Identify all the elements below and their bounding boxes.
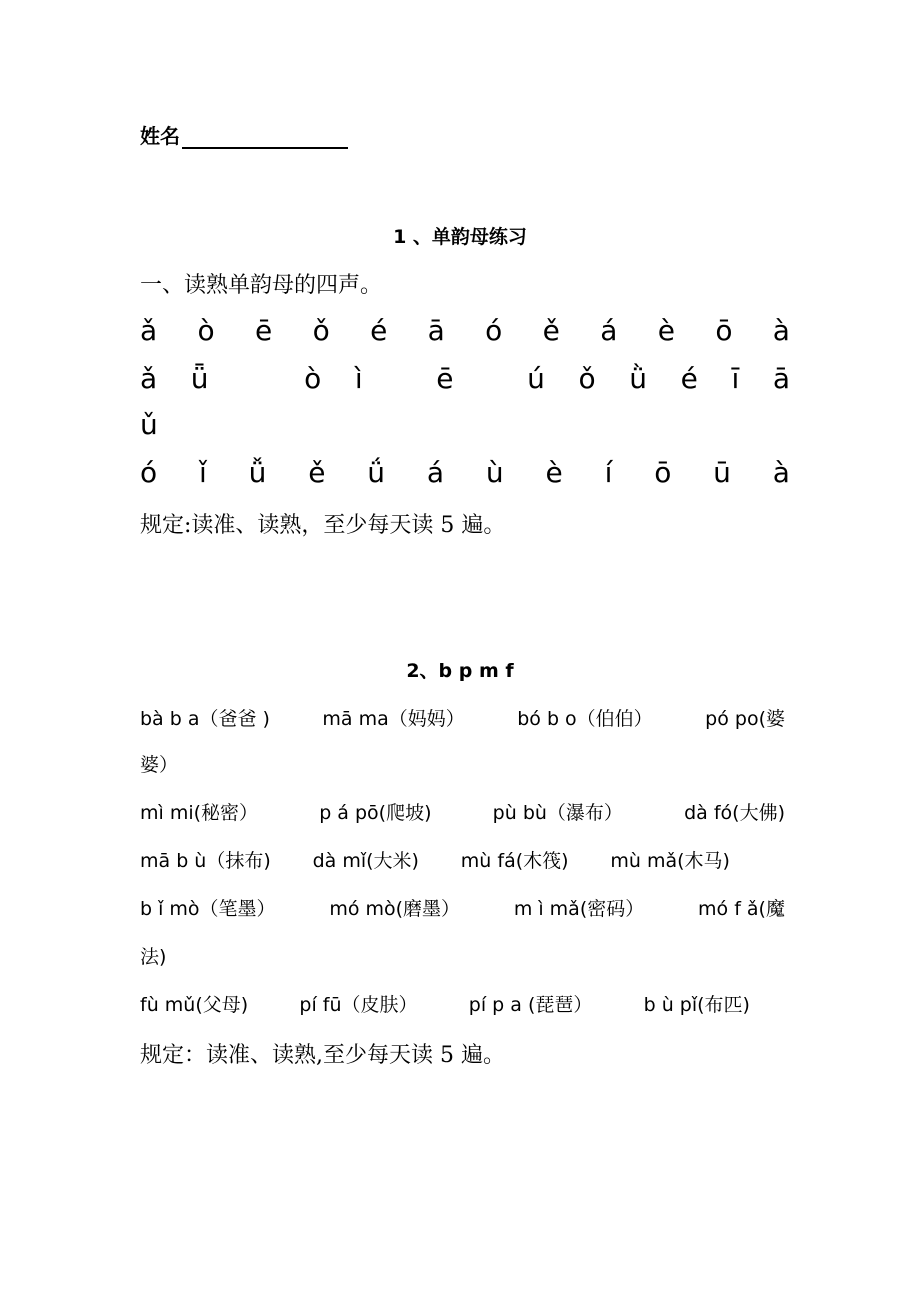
tone-mark: ē [436,362,454,395]
section2-title: 2、b p m f [406,660,514,682]
pinyin-word: mù fá(木筏) [460,850,569,872]
pinyin-line-1 [140,704,785,731]
tone-mark: ǖ [190,362,209,395]
pinyin-word: pí p a (琵琶） [468,994,593,1016]
tone-mark: ò [304,362,322,395]
tone-mark: ò [197,314,215,347]
pinyin-line-5 [140,990,750,1017]
tone-mark: à [772,314,790,347]
tone-mark: ā [772,362,790,395]
pinyin-word: mì mi(秘密） [140,802,259,824]
tone-mark: ě [542,314,560,347]
tone-mark: ó [140,456,158,489]
tone-row-3 [140,456,790,489]
tone-mark: ǘ [367,456,386,489]
pinyin-word: bó b o（伯伯） [517,708,653,730]
pinyin-word: mó mò(磨墨） [329,898,461,920]
tone-mark: ì [354,362,363,395]
tone-mark: ǜ [629,362,647,395]
tone-mark: ī [731,362,740,395]
section2-note: 规定：读准、读熟,至少每天读 5 遍。 [140,1043,505,1068]
tone-mark: ǐ [198,456,207,489]
name-field [140,120,348,149]
pinyin-line-2 [140,798,785,825]
section1-title: 1 、单韵母练习 [393,226,527,248]
tone-mark: á [600,314,618,347]
tone-mark: ú [527,362,545,395]
tone-mark: í [604,456,613,489]
tone-mark: é [680,362,698,395]
tone-mark: é [370,314,388,347]
name-blank-line[interactable] [182,125,348,149]
pinyin-line-1-wrap: 婆） [140,754,179,776]
pinyin-line-4-wrap: 法) [140,946,167,968]
pinyin-word: mó f ǎ(魔 [698,898,785,920]
pinyin-word: dà mǐ(大米) [312,850,419,872]
pinyin-word: b ǐ mò（笔墨） [140,898,276,920]
pinyin-word: pí fū（皮肤） [299,994,418,1016]
pinyin-word: dà fó(大佛) [684,802,785,824]
name-label: 姓名 [140,124,180,148]
tone-mark: ō [715,314,733,347]
tone-mark: ù [485,456,504,489]
tone-mark: ǎ [140,362,158,395]
section1-note: 规定:读准、读熟，至少每天读 5 遍。 [140,513,506,538]
tone-mark: ǎ [140,314,158,347]
pinyin-word: pó po(婆 [705,708,785,730]
tone-mark: ǒ [312,314,330,347]
tone-mark: è [545,456,563,489]
tone-mark: á [426,456,445,489]
tone-row-2 [140,362,790,395]
tone-mark: ō [654,456,672,489]
section1-instruction: 一、读熟单韵母的四声。 [140,273,383,298]
tone-mark: ǒ [578,362,596,395]
tone-row-1 [140,314,790,347]
tone-row-2-wrap: ǔ [140,408,158,441]
pinyin-word: mā ma（妈妈） [322,708,465,730]
tone-mark: ě [308,456,326,489]
tone-mark: ū [713,456,731,489]
tone-mark: ó [485,314,503,347]
pinyin-word: fù mǔ(父母) [140,994,249,1016]
tone-mark: ǚ [248,456,267,489]
tone-mark: à [772,456,790,489]
pinyin-word: mā b ù（抹布) [140,850,271,872]
tone-mark: ā [427,314,445,347]
pinyin-word: p á pō(爬坡) [319,802,432,824]
pinyin-word: m ì mǎ(密码） [513,898,645,920]
pinyin-word: mù mǎ(木马) [610,850,730,872]
pinyin-line-4 [140,894,785,921]
pinyin-word: bà b a（爸爸 ) [140,708,270,730]
tone-mark: è [657,314,675,347]
tone-mark: ē [255,314,273,347]
pinyin-word: b ù pǐ(布匹) [643,994,750,1016]
pinyin-word: pù bù（瀑布） [492,802,623,824]
pinyin-line-3 [140,846,730,873]
